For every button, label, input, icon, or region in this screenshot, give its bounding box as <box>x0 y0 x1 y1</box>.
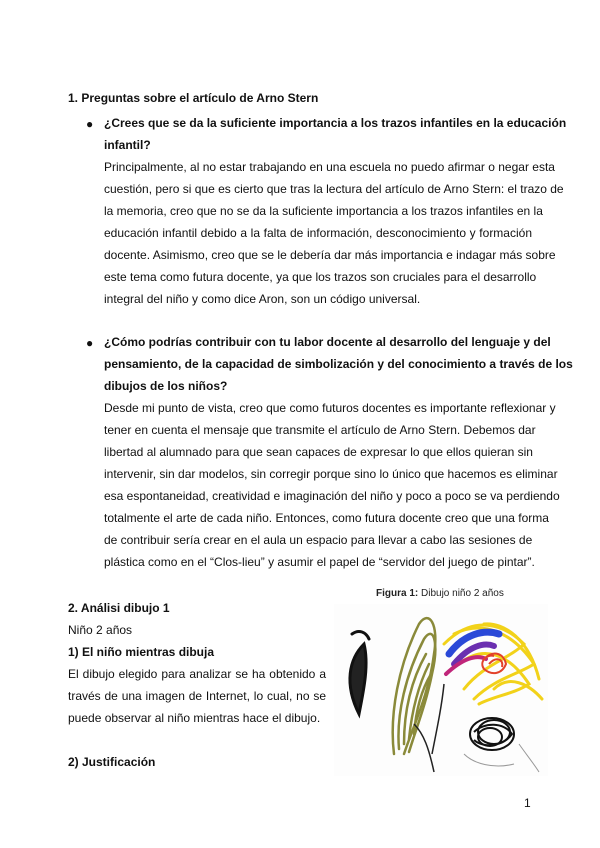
subsection-line: puede observar al niño mientras hace el dibujo. <box>68 711 321 725</box>
question-1 <box>104 112 567 156</box>
answer-line: intervenir, sin dar modelos, sin corregir porque sino lo único que hacemos es eliminar <box>104 467 558 481</box>
subsection-line: través de una imagen de Internet, lo cual, no se <box>68 689 326 703</box>
page-number: 1 <box>524 796 531 810</box>
answer-line: totalmente el arte de cada niño. Entonces, como futura docente creo que una forma <box>104 511 549 525</box>
question-line: infantil? <box>104 138 151 152</box>
question-line: dibujos de los niños? <box>104 379 228 393</box>
answer-line: de contribuir sería crear en el aula un espacio para llevar a cabo las sesiones de <box>104 533 533 547</box>
question-line: pensamiento, de la capacidad de simbolización y del conocimiento a través de los <box>104 357 573 371</box>
answer-line: Desde mi punto de vista, creo que como futuros docentes es importante reflexionar y <box>104 401 556 415</box>
answer-line: plástica como en el “Clos-lieu” y asumir el papel de “servidor del juego de pintar”. <box>104 555 535 569</box>
subsection-1-title: 1) El niño mientras dibuja <box>68 645 215 659</box>
section-2-title: 2. Análisi dibujo 1 <box>68 601 170 615</box>
answer-line: Principalmente, al no estar trabajando en una escuela no puedo afirmar o negar esta <box>104 160 555 174</box>
figure-caption-text: Dibujo niño 2 años <box>418 588 504 599</box>
section-1-title: 1. Preguntas sobre el artículo de Arno Stern <box>68 91 319 105</box>
child-drawing-image <box>334 604 548 776</box>
answer-line: este tema como futura docente, ya que los trazos son cruciales para el desarrollo <box>104 270 537 284</box>
answer-line: libertad al alumnado para que sean capaces de expresar lo que ellos quieran sin <box>104 445 533 459</box>
answer-line: la memoria, creo que no se da la suficiente importancia a los trazos infantiles en la <box>104 204 543 218</box>
subsection-2-title: 2) Justificación <box>68 755 156 769</box>
answer-line: integral del niño y como dice Aron, son un código universal. <box>104 292 421 306</box>
answer-line: tener en cuenta el mensaje que transmite el artículo de Arno Stern. Debemos dar <box>104 423 536 437</box>
answer-line: educación infantil debido a la falta de información, desconocimiento y formación <box>104 226 532 240</box>
section-2-subtitle: Niño 2 años <box>68 623 133 637</box>
answer-line: esa espontaneidad, creatividad e imaginación del niño y poco a poco se va perdiendo <box>104 489 560 503</box>
bullet-icon: ● <box>86 117 94 131</box>
answer-line: docente. Asimismo, creo que se le debería dar más importancia e indagar más sobre <box>104 248 556 262</box>
question-2 <box>104 331 573 397</box>
answer-2 <box>104 397 560 573</box>
question-line: ¿Cómo podrías contribuir con tu labor docente al desarrollo del lenguaje y del <box>104 335 551 349</box>
section-2 <box>68 597 326 773</box>
bullet-icon: ● <box>86 336 94 350</box>
subsection-line: El dibujo elegido para analizar se ha obtenido a <box>68 667 326 681</box>
answer-line: cuestión, pero si que es cierto que tras la lectura del artículo de Arno Stern: el trazo de <box>104 182 564 196</box>
figure-caption-label: Figura 1: <box>376 588 419 599</box>
answer-1 <box>104 156 564 310</box>
question-line: ¿Crees que se da la suficiente importancia a los trazos infantiles en la educación <box>104 116 567 130</box>
figure-caption <box>376 588 504 599</box>
